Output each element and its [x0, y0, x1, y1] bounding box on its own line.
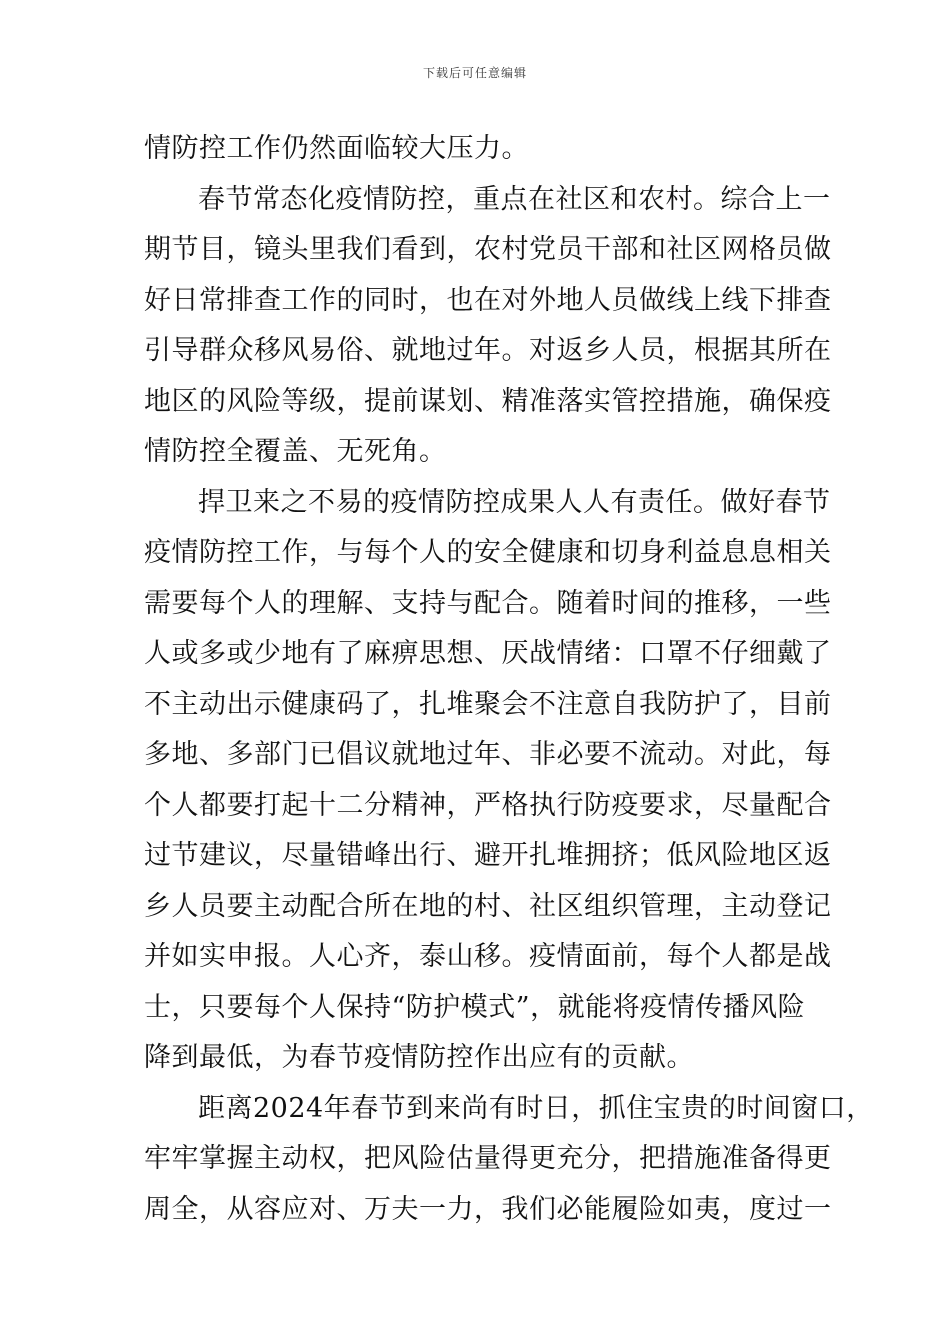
text-line: 个人都要打起十二分精神，严格执行防疫要求，尽量配合	[144, 789, 832, 821]
text-line: 需要每个人的理解、支持与配合。随着时间的推移，一些	[144, 587, 832, 619]
paragraph-start-line: 捍卫来之不易的疫情防控成果人人有责任。做好春节	[198, 486, 831, 518]
text-line: 并如实申报。人心齐，泰山移。疫情面前，每个人都是战	[144, 941, 832, 972]
text-line: 疫情防控工作，与每个人的安全健康和切身利益息息相关	[144, 537, 832, 568]
text-line: 多地、多部门已倡议就地过年、非必要不流动。对此，每	[144, 739, 832, 770]
paragraph-start-line: 距离2024年春节到来尚有时日，抓住宝贵的时间窗口，	[198, 1092, 874, 1124]
header-note: 下载后可任意编辑	[422, 66, 527, 80]
text-line: 好日常排查工作的同时，也在对外地人员做线上线下排查	[144, 284, 832, 316]
paragraph-start-line: 春节常态化疫情防控，重点在社区和农村。综合上一	[198, 183, 831, 215]
text-line: 周全，从容应对、万夫一力，我们必能履险如夷，度过一	[144, 1193, 832, 1225]
text-line: 人或多或少地有了麻痹思想、厌战情绪：口罩不仔细戴了	[144, 638, 832, 669]
text-line: 乡人员要主动配合所在地的村、社区组织管理，主动登记	[144, 890, 832, 922]
text-line: 牢牢掌握主动权，把风险估量得更充分，把措施准备得更	[144, 1143, 832, 1174]
text-line: 不主动出示健康码了，扎堆聚会不注意自我防护了，目前	[144, 688, 832, 720]
text-line: 期节目，镜头里我们看到，农村党员干部和社区网格员做	[144, 234, 832, 265]
text-line: 士，只要每个人保持“防护模式”，就能将疫情传播风险	[144, 991, 806, 1023]
text-line: 地区的风险等级，提前谋划、精准落实管控措施，确保疫	[144, 385, 832, 417]
body-text	[144, 124, 874, 1235]
text-line: 情防控工作仍然面临较大压力。	[144, 133, 529, 164]
text-line: 过节建议，尽量错峰出行、避开扎堆拥挤；低风险地区返	[144, 840, 832, 871]
text-line: 引导群众移风易俗、就地过年。对返乡人员，根据其所在	[144, 335, 832, 366]
text-line: 情防控全覆盖、无死角。	[144, 436, 447, 467]
text-line: 降到最低，为春节疫情防控作出应有的贡献。	[144, 1042, 694, 1073]
